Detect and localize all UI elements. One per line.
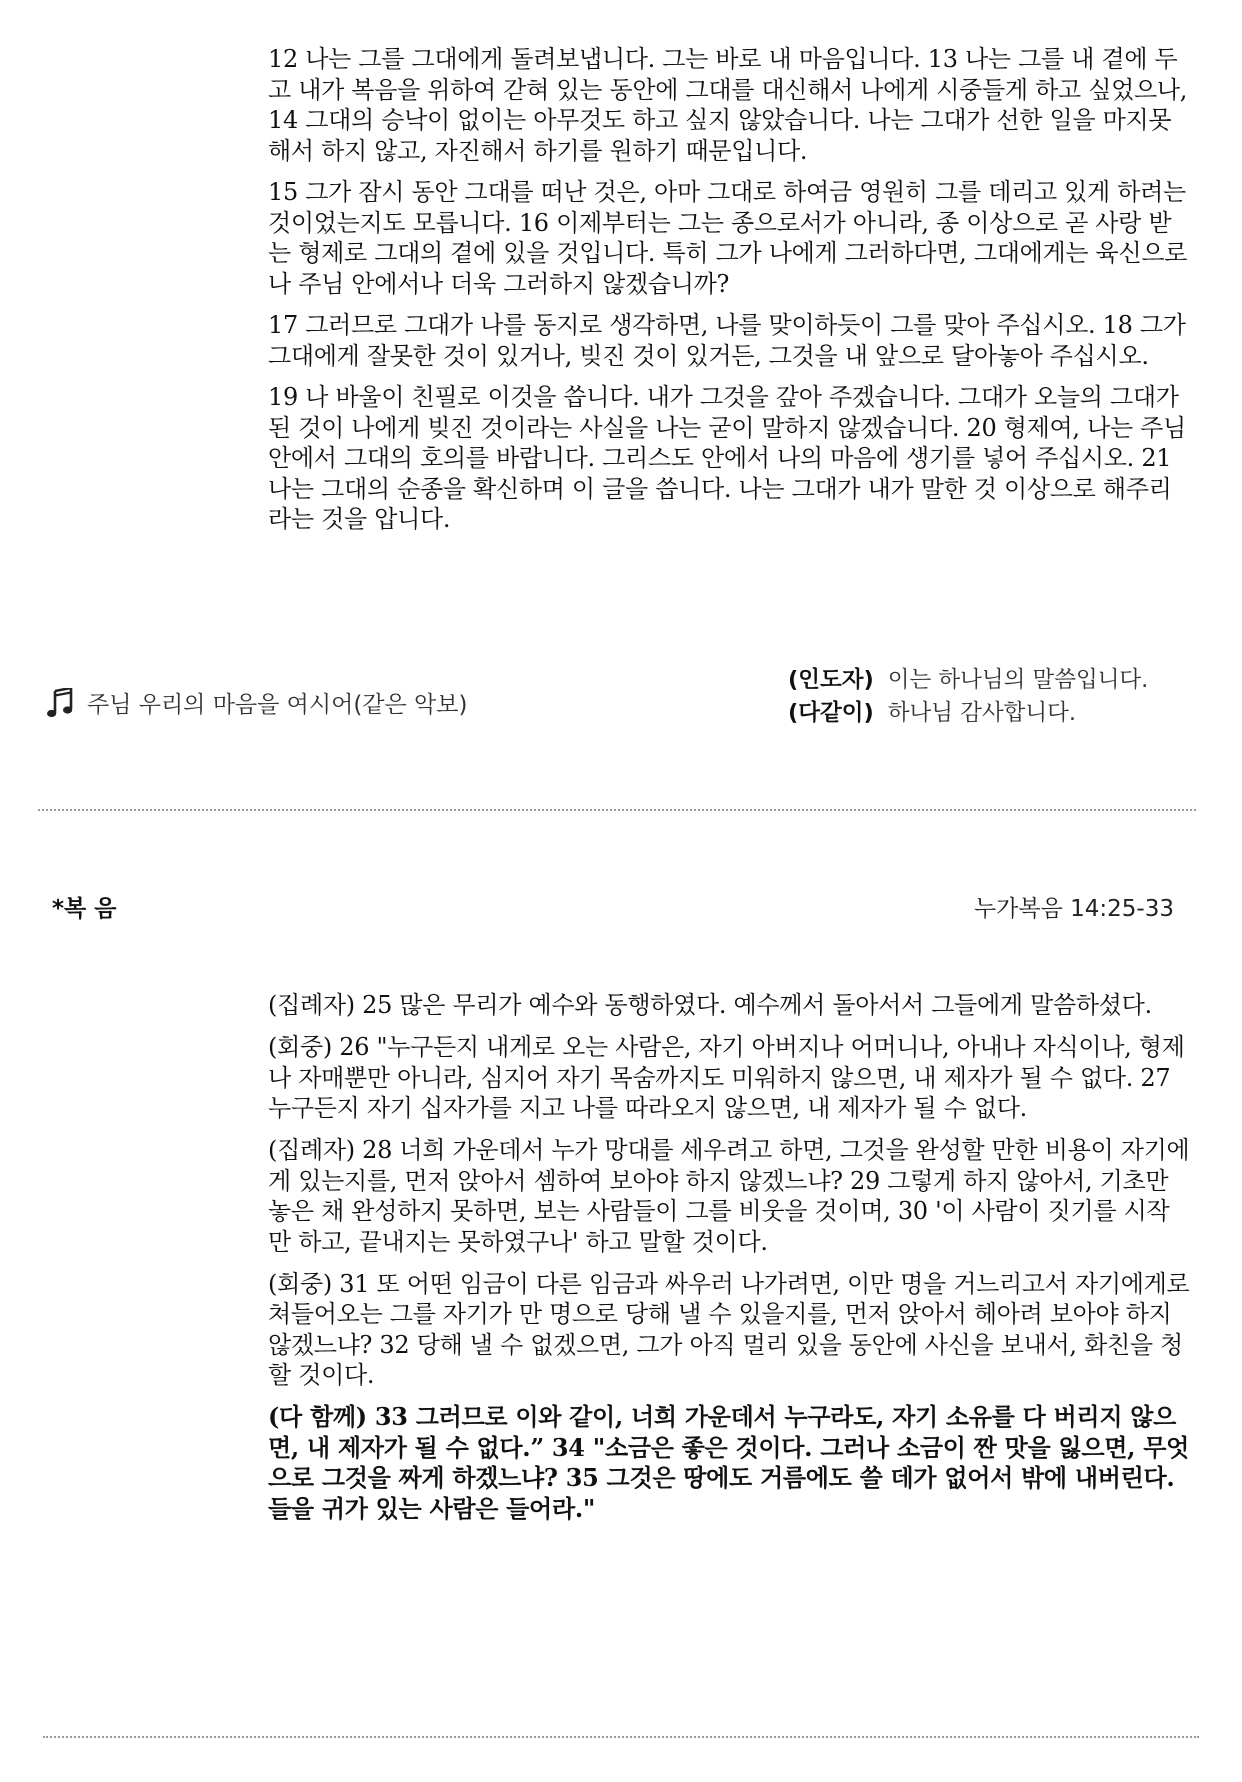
gospel-reading xyxy=(268,990,1190,1536)
response-speaker: (인도자) xyxy=(788,667,874,693)
response-line xyxy=(788,697,1148,730)
gospel-heading: *복 음 xyxy=(52,896,117,922)
epistle-reading xyxy=(268,44,1190,546)
response-text: 하나님 감사합니다. xyxy=(887,700,1076,726)
gospel-paragraph: (집례자) 28 너희 가운데서 누가 망대를 세우려고 하면, 그것을 완성할 만한 비용이 자기에게 있는지를, 먼저 앉아서 셈하여 보아야 하지 않겠느냐? 29 그렇게 하지 않아서, 기초만 놓은 채 완성하지 못하면, 보는 사람들이 그를 비웃을 것이며, 30 '이 사람이 짓기를 시작만 하고, 끝내지는 못하였구나' 하고 말할 것이다. xyxy=(268,1136,1190,1256)
gospel-paragraph: (집례자) 25 많은 무리가 예수와 동행하였다. 예수께서 돌아서서 그들에게 말씀하셨다. xyxy=(268,991,1152,1019)
song-title: 주님 우리의 마음을 여시어(같은 악보) xyxy=(87,692,468,718)
gospel-reference: 누가복음 14:25-33 xyxy=(973,896,1174,922)
gospel-paragraph: (회중) 26 "누구든지 내게로 오는 사람은, 자기 아버지나 어머니나, 아내나 자식이나, 형제나 자매뿐만 아니라, 심지어 자기 목숨까지도 미워하지 않으면, 내 제자가 될 수 없다. 27 누구든지 자기 십자가를 지고 나를 따라오지 않으면, 내 제자가 될 수 없다. xyxy=(268,1033,1185,1122)
section-divider xyxy=(38,809,1196,811)
response-text: 이는 하나님의 말씀입니다. xyxy=(887,667,1149,693)
responses xyxy=(788,664,1148,730)
gospel-paragraph-all: (다 함께) 33 그러므로 이와 같이, 너희 가운데서 누구라도, 자기 소유를 다 버리지 않으면, 내 제자가 될 수 없다.” 34 "소금은 좋은 것이다. 그러나 소금이 짠 맛을 잃으면, 무엇으로 그것을 짜게 하겠느냐? 35 그것은 땅에도 거름에도 쓸 데가 없어서 밖에 내버린다. 들을 귀가 있는 사람은 들어라." xyxy=(268,1402,1189,1523)
epistle-paragraph: 15 그가 잠시 동안 그대를 떠난 것은, 아마 그대로 하여금 영원히 그를 데리고 있게 하려는 것이었는지도 모릅니다. 16 이제부터는 그는 종으로서가 아니라, 종 이상으로 곧 사랑 받는 형제로 그대의 곁에 있을 것입니다. 특히 그가 나에게 그러하다면, 그대에게는 육신으로나 주님 안에서나 더욱 그러하지 않겠습니까? xyxy=(268,178,1188,298)
epistle-paragraph: 12 나는 그를 그대에게 돌려보냅니다. 그는 바로 내 마음입니다. 13 나는 그를 내 곁에 두고 내가 복음을 위하여 갇혀 있는 동안에 그대를 대신해서 나에게 시중들게 하고 싶었으나, 14 그대의 승낙이 없이는 아무것도 하고 싶지 않았습니다. 나는 그대가 선한 일을 마지못해서 하지 않고, 자진해서 하기를 원하기 때문입니다. xyxy=(268,45,1188,165)
gospel-paragraph: (회중) 31 또 어떤 임금이 다른 임금과 싸우러 나가려면, 이만 명을 거느리고서 자기에게로 쳐들어오는 그를 자기가 만 명으로 당해 낼 수 있을지를, 먼저 앉아서 헤아려 보아야 하지 않겠느냐? 32 당해 낼 수 없겠으면, 그가 아직 멀리 있을 동안에 사신을 보내서, 화친을 청할 것이다. xyxy=(268,1269,1190,1389)
response-speaker: (다같이) xyxy=(788,700,874,726)
epistle-paragraph: 19 나 바울이 친필로 이것을 씁니다. 내가 그것을 갚아 주겠습니다. 그대가 오늘의 그대가 된 것이 나에게 빚진 것이라는 사실을 나는 굳이 말하지 않겠습니다. 20 형제여, 나는 주님 안에서 그대의 호의를 바랍니다. 그리스도 안에서 나의 마음에 생기를 넣어 주십시오. 21 나는 그대의 순종을 확신하며 이 글을 씁니다. 나는 그대가 내가 말한 것 이상으로 해주리라는 것을 압니다. xyxy=(268,383,1186,533)
section-divider xyxy=(43,1736,1199,1738)
song-line xyxy=(47,686,467,719)
epistle-paragraph: 17 그러므로 그대가 나를 동지로 생각하면, 나를 맞이하듯이 그를 맞아 주십시오. 18 그가 그대에게 잘못한 것이 있거나, 빚진 것이 있거든, 그것을 내 앞으로 달아놓아 주십시오. xyxy=(268,311,1186,370)
music-note-icon xyxy=(47,688,73,718)
response-line xyxy=(788,664,1148,697)
